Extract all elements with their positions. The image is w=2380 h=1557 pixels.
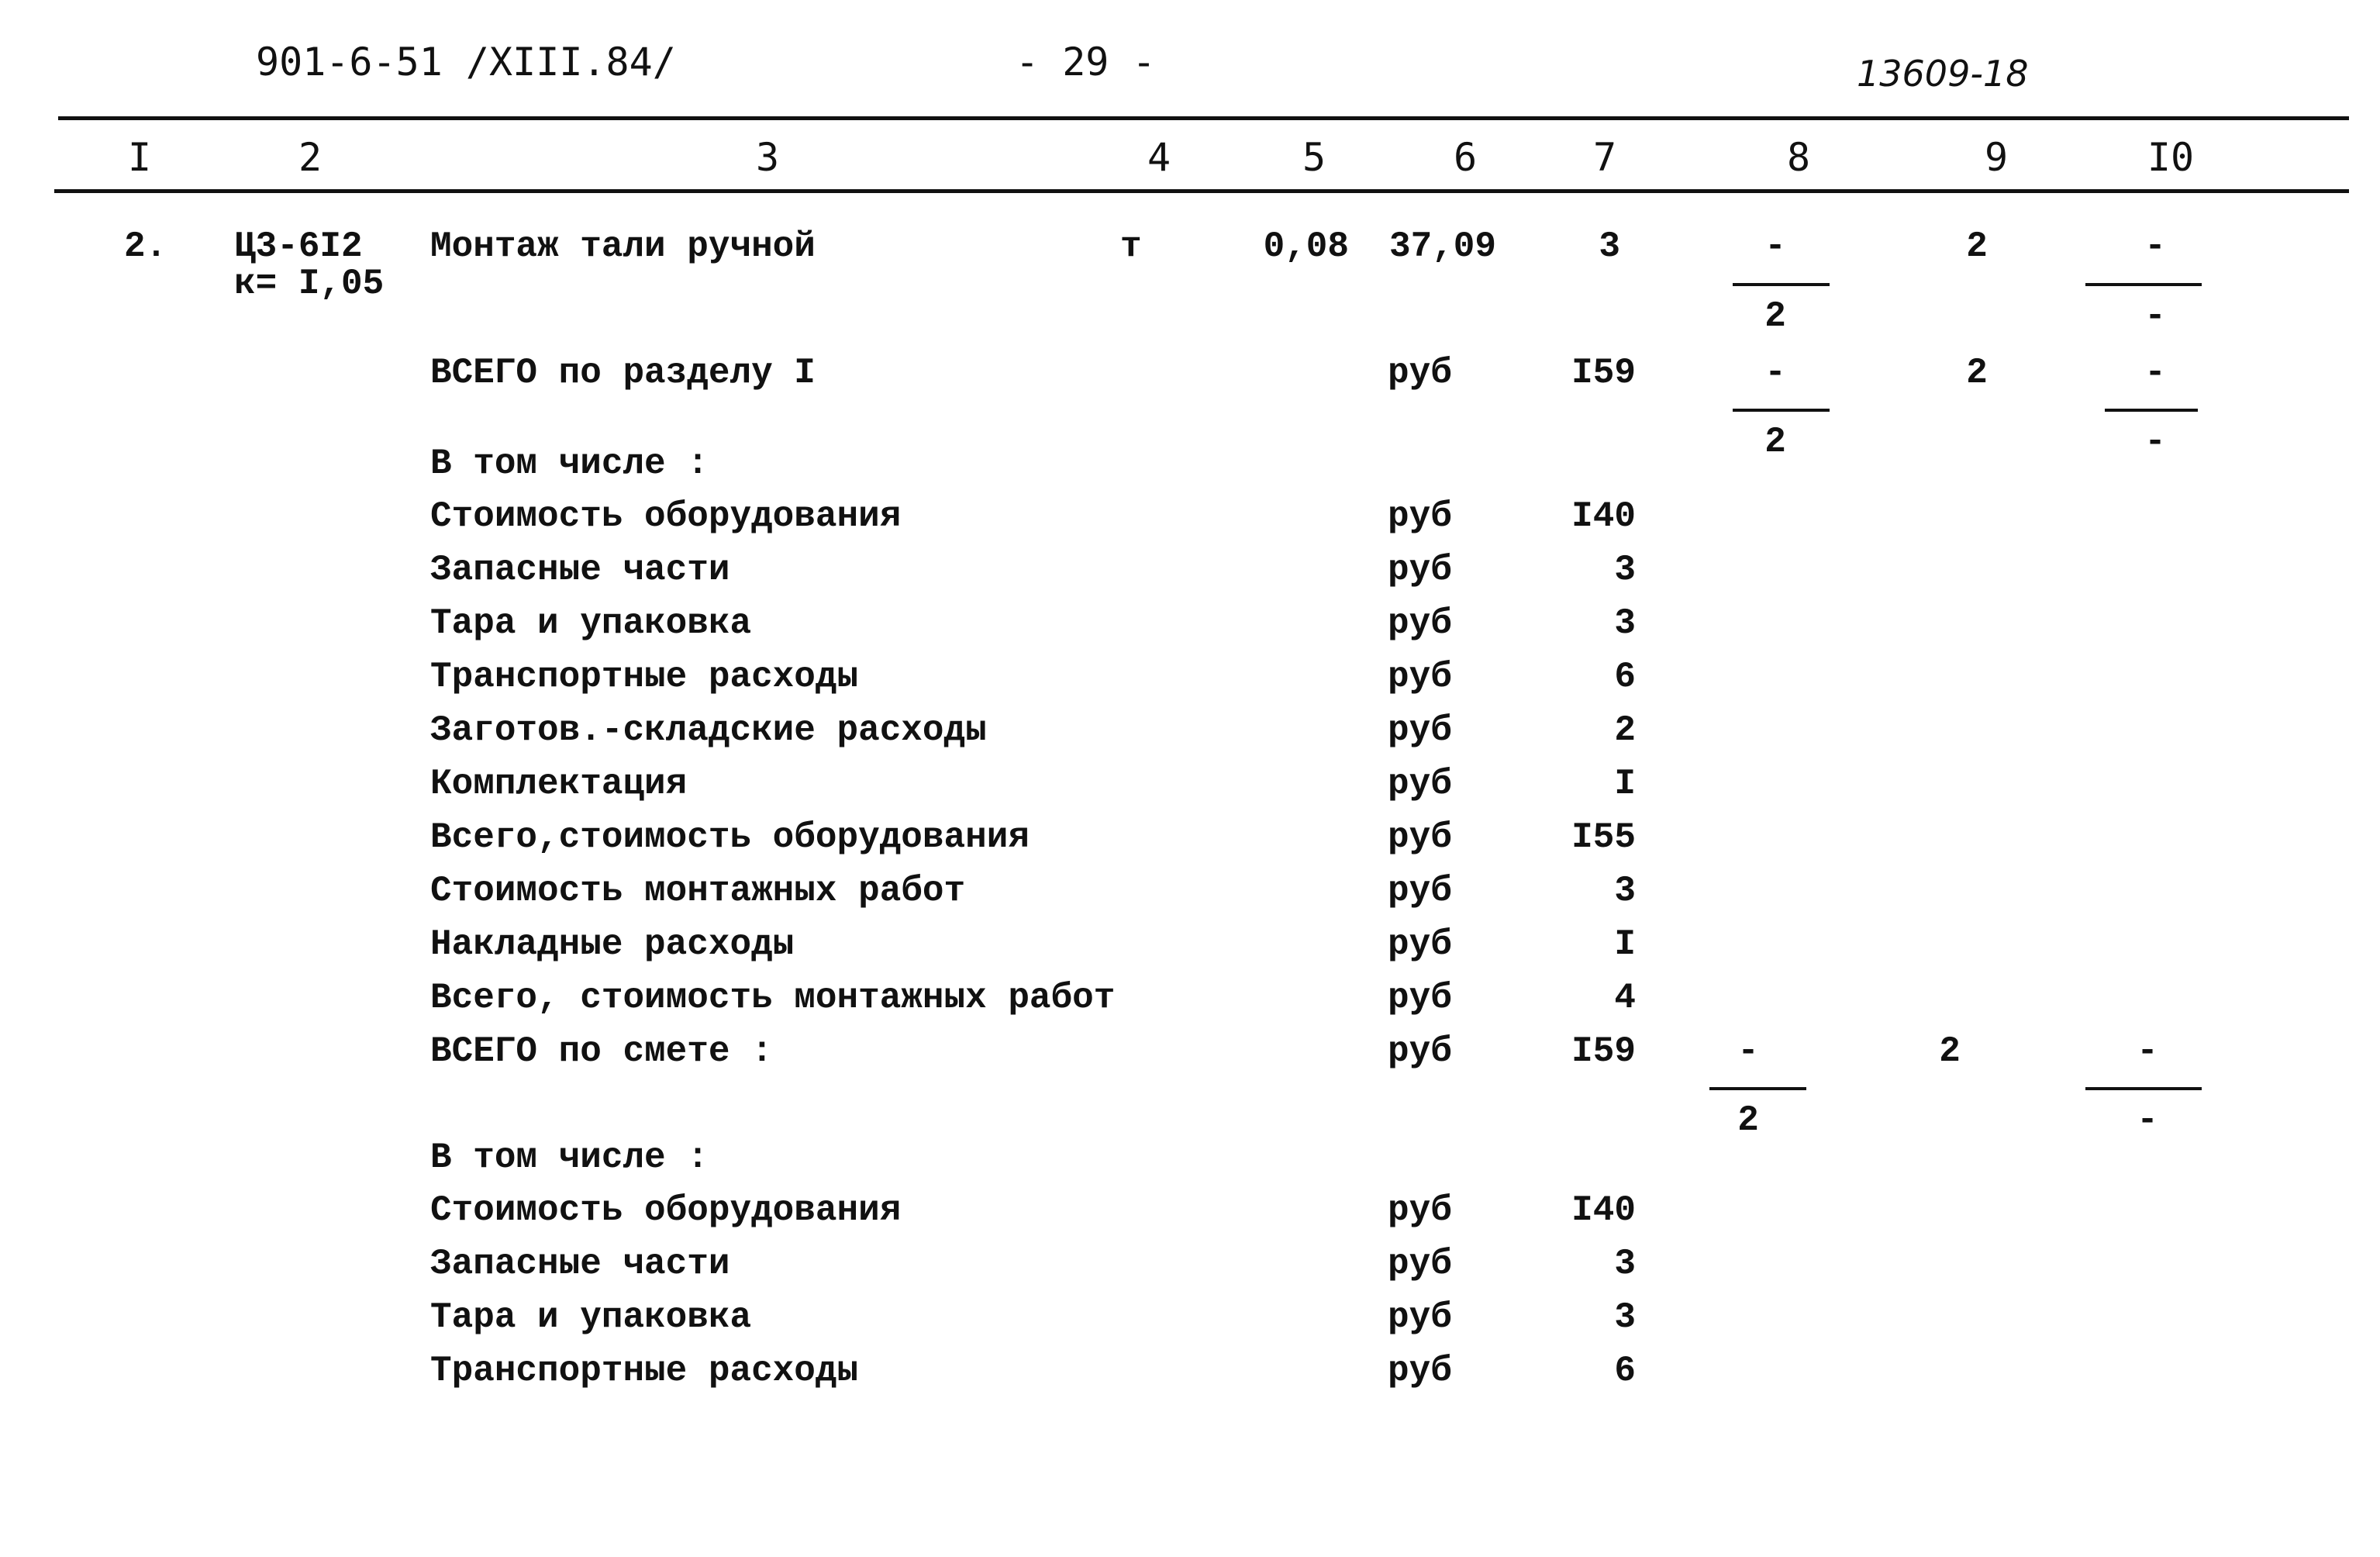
- breakdown-label: Запасные части: [430, 550, 730, 590]
- section-breakdown-title: В том числе :: [430, 444, 709, 484]
- header-rule-top: [58, 116, 2349, 120]
- column-header-3: 3: [755, 135, 780, 180]
- item-price: 37,09: [1388, 226, 1496, 267]
- breakdown-value: 3: [1614, 871, 1636, 911]
- breakdown-label: Транспортные расходы: [430, 1351, 859, 1391]
- breakdown-unit: руб: [1388, 764, 1452, 804]
- breakdown-unit: руб: [1388, 871, 1452, 911]
- breakdown-unit: руб: [1388, 657, 1452, 697]
- estimate-total-unit: руб: [1388, 1031, 1452, 1072]
- document-code: 901-6-51 /XIII.84/: [256, 40, 676, 85]
- column-header-2: 2: [298, 135, 323, 180]
- item-col10-bottom: -: [2144, 296, 2166, 337]
- item-col10-top: -: [2144, 226, 2166, 267]
- archive-stamp: 13609-18: [1857, 53, 2029, 95]
- breakdown-label: Накладные расходы: [430, 924, 795, 965]
- breakdown-label: Всего,стоимость оборудования: [430, 817, 1030, 858]
- breakdown-value: 3: [1614, 550, 1636, 590]
- breakdown-value: 6: [1614, 1351, 1636, 1391]
- breakdown-value: 4: [1614, 978, 1636, 1018]
- estimate-total-col8-fraction-bar: [1709, 1087, 1806, 1090]
- item-total: 3: [1599, 226, 1620, 267]
- breakdown-unit: руб: [1388, 1351, 1452, 1391]
- column-header-1: I: [127, 135, 152, 180]
- item-col10-fraction-bar: [2085, 283, 2202, 286]
- estimate-total-col10-fraction-bar: [2085, 1087, 2202, 1090]
- breakdown-value: 6: [1614, 657, 1636, 697]
- breakdown-value: I40: [1571, 496, 1636, 537]
- item-quantity: 0,08: [1263, 226, 1349, 267]
- estimate-total-value: I59: [1571, 1031, 1636, 1072]
- column-header-7: 7: [1592, 135, 1617, 180]
- breakdown-label: Тара и упаковка: [430, 1297, 752, 1338]
- estimate-breakdown-title: В том числе :: [430, 1138, 709, 1178]
- section-total-col8-bottom: 2: [1764, 422, 1786, 462]
- item-code: Ц3-6I2: [234, 226, 363, 267]
- breakdown-label: Стоимость оборудования: [430, 496, 902, 537]
- section-total-col8-top: -: [1764, 353, 1786, 393]
- estimate-total-col10-top: -: [2137, 1031, 2158, 1072]
- breakdown-unit: руб: [1388, 496, 1452, 537]
- estimate-total-label: ВСЕГО по смете :: [430, 1031, 773, 1072]
- breakdown-value: I: [1614, 924, 1636, 965]
- page-number: - 29 -: [1016, 40, 1156, 85]
- section-total-col10-top: -: [2144, 353, 2166, 393]
- section-total-unit: руб: [1388, 353, 1452, 393]
- breakdown-value: 3: [1614, 1244, 1636, 1284]
- breakdown-label: Стоимость монтажных работ: [430, 871, 966, 911]
- breakdown-unit: руб: [1388, 603, 1452, 644]
- estimate-total-col9: 2: [1939, 1031, 1961, 1072]
- breakdown-unit: руб: [1388, 550, 1452, 590]
- column-header-6: 6: [1453, 135, 1478, 180]
- column-header-8: 8: [1786, 135, 1811, 180]
- item-number: 2.: [124, 226, 167, 267]
- breakdown-label: Заготов.-складские расходы: [430, 710, 987, 751]
- breakdown-unit: руб: [1388, 1297, 1452, 1338]
- breakdown-value: 2: [1614, 710, 1636, 751]
- section-total-col10-bottom: -: [2144, 422, 2166, 462]
- estimate-total-col10-bottom: -: [2137, 1100, 2158, 1141]
- column-header-5: 5: [1302, 135, 1326, 180]
- item-unit: т: [1120, 226, 1142, 267]
- breakdown-value: I55: [1571, 817, 1636, 858]
- column-header-10: I0: [2147, 135, 2195, 180]
- item-col9: 2: [1966, 226, 1988, 267]
- breakdown-unit: руб: [1388, 817, 1452, 858]
- breakdown-unit: руб: [1388, 1244, 1452, 1284]
- breakdown-unit: руб: [1388, 924, 1452, 965]
- section-total-value: I59: [1571, 353, 1636, 393]
- item-name: Монтаж тали ручной: [430, 226, 816, 267]
- breakdown-value: I40: [1571, 1190, 1636, 1231]
- column-header-4: 4: [1147, 135, 1171, 180]
- section-total-label: ВСЕГО по разделу I: [430, 353, 816, 393]
- item-col8-bottom: 2: [1764, 296, 1786, 337]
- breakdown-unit: руб: [1388, 978, 1452, 1018]
- column-header-9: 9: [1984, 135, 2009, 180]
- breakdown-label: Запасные части: [430, 1244, 730, 1284]
- breakdown-label: Транспортные расходы: [430, 657, 859, 697]
- item-col8-fraction-bar: [1733, 283, 1830, 286]
- breakdown-unit: руб: [1388, 1190, 1452, 1231]
- breakdown-label: Стоимость оборудования: [430, 1190, 902, 1231]
- breakdown-value: 3: [1614, 603, 1636, 644]
- estimate-total-col8-bottom: 2: [1737, 1100, 1759, 1141]
- section-total-col8-fraction-bar: [1733, 409, 1830, 412]
- breakdown-label: Всего, стоимость монтажных работ: [430, 978, 1116, 1018]
- breakdown-label: Тара и упаковка: [430, 603, 752, 644]
- item-col8-top: -: [1764, 226, 1786, 267]
- item-coefficient: к= I,05: [234, 264, 385, 304]
- section-total-col10-fraction-bar: [2105, 409, 2198, 412]
- estimate-total-col8-top: -: [1737, 1031, 1759, 1072]
- breakdown-value: I: [1614, 764, 1636, 804]
- breakdown-unit: руб: [1388, 710, 1452, 751]
- breakdown-value: 3: [1614, 1297, 1636, 1338]
- header-rule-bottom: [54, 189, 2349, 193]
- breakdown-label: Комплектация: [430, 764, 688, 804]
- section-total-col9: 2: [1966, 353, 1988, 393]
